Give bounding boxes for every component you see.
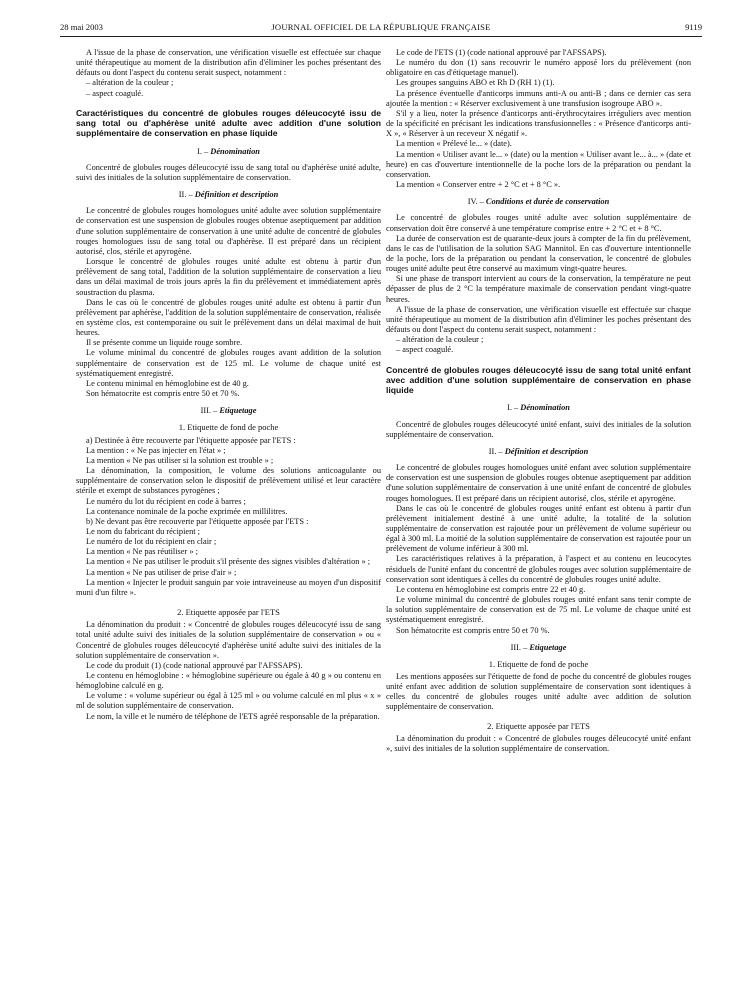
subsection-heading xyxy=(76,406,381,416)
paragraph: La mention « Utiliser avant le... » (date) ou la mention « Utiliser avant le... à... » (date et heure) en cas d'ouverture intentionnelle de la poche lors de la préparation ou pendant la conservation. xyxy=(386,149,691,179)
subsection-number: I. – xyxy=(197,146,209,156)
paragraph: La mention « Ne pas utiliser de prise d'air » ; xyxy=(86,567,237,577)
list-item: – aspect coagulé. xyxy=(86,88,144,98)
paragraph: La durée de conservation est de quarante-deux jours à compter de la fin du prélèvement, dans le cas de l'utilisation de la solution SAG Mannitol. En cas d'ouverture intentionnelle de la poche, lors de la préparation ou pendant la conservation, le concentré de globules rouges unité adulte peut être conservé au maximum vingt-quatre heures. xyxy=(386,233,691,274)
paragraph: a) Destinée à être recouverte par l'étiquette apposée par l'ETS : xyxy=(86,435,296,445)
paragraph: S'il y a lieu, noter la présence d'anticorps anti-érythrocytaires irréguliers avec mention de la spécificité en précisant les indications transfusionnelles : « Présence d'anticorps anti-X », « Réserver à un receveur X négatif ». xyxy=(386,108,691,139)
paragraph: La dénomination, la composition, le volume des solutions anticoagulante ou supplémentaire de conservation selon le dispositif de prélèvement utilisé et leur caractère stérile et exempt de substances pyrogènes ; xyxy=(76,466,381,496)
subsection-heading xyxy=(76,190,381,200)
subsection-title: Dénomination xyxy=(520,403,570,413)
paragraph: Le contenu minimal en hémoglobine est de 40 g. xyxy=(86,378,249,388)
paragraph: Le concentré de globules rouges homologues unité adulte avec solution supplémentaire de conservation est une suspension de globules rouges obtenue aseptiquement par addition d'une solution supplémentaire de conservation à une unité adulte de concentré de globules rouges homologues issu de sang total ou d'aphérèse. Il est préparé dans un récipient autorisé, clos, stérile et apyrogène. xyxy=(76,206,381,256)
subsection-heading xyxy=(386,447,691,457)
left-column xyxy=(76,48,381,978)
paragraph: La mention « Conserver entre + 2 °C et + 8 °C ». xyxy=(396,180,561,190)
paragraph: La dénomination du produit : « Concentré de globules rouges déleucocyté unité enfant », suivi des initiales de la solution supplémentaire de conservation. xyxy=(386,733,691,753)
section-heading: Caractéristiques du concentré de globules rouges déleucocyté issu de sang total ou d'aphérèse unité adulte avec addition d'une solution supplémentaire de conservation en phase liquide xyxy=(76,107,381,139)
paragraph: La dénomination du produit : « Concentré de globules rouges déleucocyté issu de sang total unité adulte suivi des initiales de la solution supplémentaire de conservation » ou « Concentré de globules rouges déleucocyté d'aphérèse unité adulte suivi des initiales de la solution supplémentaire de conservation ». xyxy=(76,620,381,660)
header-page-number: 9119 xyxy=(685,22,702,32)
subsection-heading xyxy=(386,197,691,207)
paragraph: La mention « Ne pas utiliser si la solution est trouble » ; xyxy=(86,455,274,465)
list-item: – aspect coagulé. xyxy=(396,345,454,355)
paragraph: Dans le cas où le concentré de globules rouges unité adulte est obtenu à partir d'un prélèvement par aphérèse, l'addition de la solution supplémentaire de conservation, réalisée en système clos, est contemporaine ou suit le prélèvement dans un délai maximal de huit heures. xyxy=(76,297,381,338)
paragraph: Les caractéristiques relatives à la préparation, à l'aspect et au contenu en leucocytes résiduels de l'unité enfant du concentré de globules rouges avec solution supplémentaire de conservation sont identiques à celles du concentré de globules rouges unité adulte. xyxy=(386,554,691,584)
label-heading: 2. Etiquette apposée par l'ETS xyxy=(177,607,280,618)
label-heading: 1. Etiquette de fond de poche xyxy=(178,422,279,433)
paragraph: Si une phase de transport intervient au cours de la conservation, la température ne peut dépasser de plus de 2 °C la température maximale de conservation pendant vingt-quatre heures. xyxy=(386,274,691,304)
paragraph: Le volume : « volume supérieur ou égal à 125 ml » ou volume calculé en ml plus « x » ml de solution supplémentaire de conservation. xyxy=(76,691,381,711)
paragraph: Son hématocrite est compris entre 50 et 70 %. xyxy=(396,625,550,635)
paragraph: Le concentré de globules rouges unité adulte avec solution supplémentaire de conservation doit être conservé à une température comprise entre + 2 °C et + 8 °C. xyxy=(386,213,691,233)
subsection-heading xyxy=(386,403,691,413)
subsection-number: IV. – xyxy=(467,197,484,207)
paragraph: Le contenu en hémoglobine est compris entre 22 et 40 g. xyxy=(396,584,586,594)
paragraph: La mention « Ne pas utiliser le produit s'il présente des signes visibles d'altération » ; xyxy=(86,557,371,567)
paragraph: Il se présente comme un liquide rouge sombre. xyxy=(86,338,243,348)
subsection-title: Conditions et durée de conservation xyxy=(485,197,610,207)
subsection-number: II. – xyxy=(488,446,503,456)
header-date: 28 mai 2003 xyxy=(60,22,103,32)
paragraph: Le contenu en hémoglobine : « hémoglobine supérieure ou égale à 40 g » ou contenu en hémoglobine calculé en g. xyxy=(76,671,381,691)
paragraph: Le concentré de globules rouges homologues unité enfant avec solution supplémentaire de conservation est une suspension de globules rouges obtenue aseptiquement par addition d'une solution supplémentaire de conservation à une unité enfant de concentré de globules rouges homologues. Il est préparé dans un récipient autorisé, clos, stérile et apyrogène. xyxy=(386,463,691,503)
paragraph: Dans le cas où le concentré de globules rouges unité enfant est obtenu à partir d'un prélèvement initialement destiné à une unité adulte, la totalité de la solution supplémentaire de conservation est rajoutée pour un prélèvement de volume supérieur ou égal à 300 ml. La moitié de la solution supplémentaire de conservation est rajoutée pour un prélèvement de volume inférieur à 300 ml. xyxy=(386,503,691,554)
paragraph: La mention « Prélevé le... » (date). xyxy=(396,139,512,149)
subsection-title: Définition et description xyxy=(504,446,589,456)
page-header xyxy=(60,22,702,37)
subsection-title: Dénomination xyxy=(210,146,260,156)
paragraph: Le nom, la ville et le numéro de téléphone de l'ETS agréé responsable de la préparation. xyxy=(86,711,380,721)
paragraph: La mention : « Ne pas injecter en l'état » ; xyxy=(86,445,226,455)
paragraph: Concentré de globules rouges déleucocyté unité enfant, suivi des initiales de la solution supplémentaire de conservation. xyxy=(386,419,691,439)
header-journal-title: JOURNAL OFFICIEL DE LA RÉPUBLIQUE FRANÇAISE xyxy=(271,22,491,32)
paragraph: Son hématocrite est compris entre 50 et 70 %. xyxy=(86,389,240,399)
paragraph: Le code de l'ETS (1) (code national approuvé par l'AFSSAPS). xyxy=(396,48,607,57)
subsection-title: Etiquetage xyxy=(529,642,567,652)
paragraph: Le numéro du lot du récipient en code à barres ; xyxy=(86,496,246,506)
paragraph: La présence éventuelle d'anticorps immuns anti-A ou anti-B ; dans ce dernier cas sera ajoutée la mention : « Réserver exclusivement à une transfusion isogroupe ABO ». xyxy=(386,88,691,108)
subsection-heading xyxy=(76,147,381,157)
paragraph: A l'issue de la phase de conservation, une vérification visuelle est effectuée sur chaque unité thérapeutique au moment de la distribution afin d'éliminer les poches présentant des défauts ou dont l'aspect du contenu serait suspect, notamment : xyxy=(76,48,381,78)
subsection-title: Définition et description xyxy=(194,190,279,200)
subsection-number: III. – xyxy=(200,406,218,416)
right-column xyxy=(386,48,691,978)
paragraph: Le code du produit (1) (code national approuvé par l'AFSSAPS). xyxy=(86,660,303,670)
list-item: – altération de la couleur ; xyxy=(86,78,174,88)
paragraph: Le numéro de lot du récipient en clair ; xyxy=(86,537,217,547)
section-heading: Concentré de globules rouges déleucocyté issu de sang total unité enfant avec addition d'une solution supplémentaire de conservation en phase liquide xyxy=(386,364,691,396)
paragraph: Concentré de globules rouges déleucocyté issu de sang total ou d'aphérèse unité adulte, suivi des initiales de la solution supplémentaire de conservation. xyxy=(76,162,381,182)
label-heading: 1. Etiquette de fond de poche xyxy=(488,658,589,669)
list-item: – altération de la couleur ; xyxy=(396,335,484,345)
paragraph: La mention « Ne pas réutiliser » ; xyxy=(86,547,198,557)
paragraph: Le volume minimal du concentré de globules rouges unité enfant sans tenir compte de la solution supplémentaire de conservation est de 75 ml. Le volume de chaque unité est systématiquement enregistré. xyxy=(386,595,691,625)
subsection-title: Etiquetage xyxy=(219,406,257,416)
paragraph: Lorsque le concentré de globules rouges unité adulte est obtenu à partir d'un prélèvement de sang total, l'addition de la solution supplémentaire de conservation a lieu dans un délai maximal de trois jours après la fin du prélèvement et immédiatement après soustraction du plasma. xyxy=(76,257,381,297)
paragraph: b) Ne devant pas être recouverte par l'étiquette apposée par l'ETS : xyxy=(86,516,309,526)
label-heading: 2. Etiquette apposée par l'ETS xyxy=(487,720,590,731)
paragraph: La mention « Injecter le produit sanguin par voie intraveineuse au moyen d'un dispositif muni d'un filtre ». xyxy=(76,577,381,597)
subsection-heading xyxy=(386,643,691,653)
paragraph: La contenance nominale de la poche exprimée en millilitres. xyxy=(86,506,288,516)
paragraph: Les groupes sanguins ABO et Rh D (RH 1) (1). xyxy=(396,78,555,88)
paragraph: Le nom du fabricant du récipient ; xyxy=(86,526,200,536)
paragraph: Le numéro du don (1) sans recouvrir le numéro apposé lors du prélèvement (non obligatoire en cas d'étiquetage manuel). xyxy=(386,58,691,78)
subsection-number: I. – xyxy=(507,403,519,413)
subsection-number: III. – xyxy=(510,642,528,652)
paragraph: Le volume minimal du concentré de globules rouges avant addition de la solution supplémentaire de conservation est de 125 ml. Le volume de chaque unité est systématiquement enregistré. xyxy=(76,348,381,378)
subsection-number: II. – xyxy=(178,190,193,200)
paragraph: Les mentions apposées sur l'étiquette de fond de poche du concentré de globules rouges unité enfant avec addition de solution supplémentaire de conservation sont identiques à celles du concentré de globules rouges unité adulte avec addition de solution supplémentaire de conservation. xyxy=(386,672,691,712)
paragraph: A l'issue de la phase de conservation, une vérification visuelle est effectuée sur chaque unité thérapeutique au moment de la distribution afin d'éliminer les poches présentant des défauts ou dont l'aspect du contenu serait suspect, notamment : xyxy=(386,304,691,335)
